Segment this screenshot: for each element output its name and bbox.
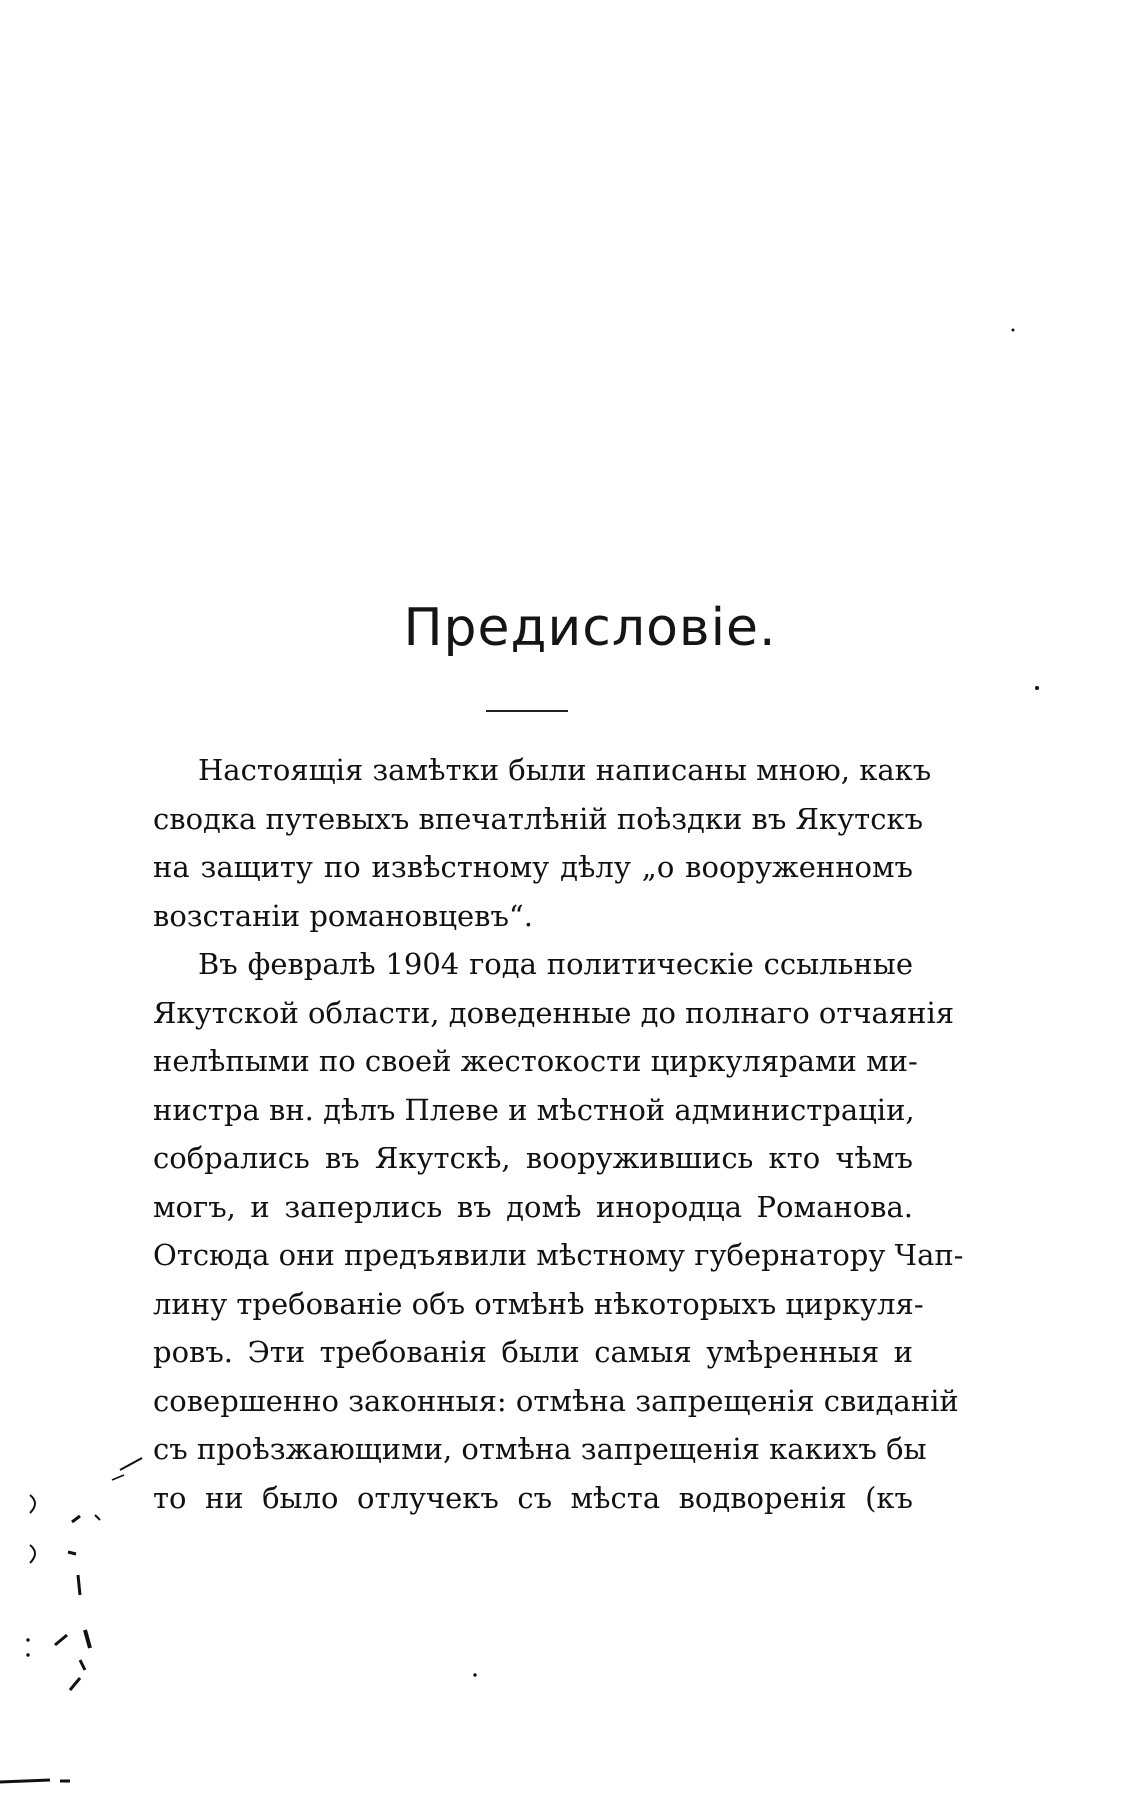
body-text bbox=[153, 746, 964, 1522]
title-divider bbox=[486, 710, 568, 712]
text-line: Въ февралѣ 1904 года политическіе ссыльные bbox=[198, 947, 913, 981]
scan-mark bbox=[95, 1515, 100, 1520]
scan-mark bbox=[30, 1495, 35, 1513]
scan-mark bbox=[85, 1630, 90, 1648]
scan-mark bbox=[68, 1552, 76, 1554]
scan-mark bbox=[1012, 329, 1014, 331]
text-line: на защиту по извѣстному дѣлу „о вооруженномъ bbox=[153, 850, 913, 884]
text-line: лину требованіе объ отмѣнѣ нѣкоторыхъ циркуля- bbox=[153, 1286, 924, 1321]
text-line: собрались въ Якутскѣ, вооружившись кто чѣмъ bbox=[153, 1141, 913, 1175]
paragraph-1 bbox=[153, 746, 932, 940]
scan-mark bbox=[27, 1639, 29, 1641]
scan-mark bbox=[120, 1458, 142, 1470]
scan-mark bbox=[1036, 687, 1039, 690]
text-line: Отсюда они предъявили мѣстному губернатору Чап- bbox=[153, 1238, 964, 1272]
scan-mark bbox=[474, 1674, 476, 1676]
text-line: нелѣпыми по своей жестокости циркулярами ми- bbox=[153, 1044, 918, 1078]
paragraph-2 bbox=[153, 940, 964, 1522]
text-line: съ проѣзжающими, отмѣна запрещенія какихъ бы bbox=[153, 1432, 927, 1466]
scan-mark bbox=[30, 1545, 35, 1563]
scan-mark bbox=[80, 1660, 85, 1670]
text-line: Настоящія замѣтки были написаны мною, какъ bbox=[198, 753, 932, 787]
text-line: могъ, и заперлись въ домѣ инородца Романова. bbox=[153, 1189, 913, 1224]
text-line: сводка путевыхъ впечатлѣній поѣздки въ Якутскъ bbox=[153, 801, 924, 836]
text-line: Якутской области, доведенные до полнаго отчаянія bbox=[153, 995, 955, 1030]
scan-mark bbox=[55, 1635, 67, 1645]
scan-mark bbox=[112, 1475, 124, 1480]
text-line: то ни было отлучекъ съ мѣста водворенія (къ bbox=[153, 1480, 913, 1515]
scan-mark bbox=[78, 1575, 80, 1595]
text-line: совершенно законныя: отмѣна запрещенія свиданій bbox=[153, 1383, 959, 1418]
scan-mark bbox=[72, 1516, 80, 1522]
text-line: нистра вн. дѣлъ Плеве и мѣстной администраціи, bbox=[153, 1092, 915, 1127]
scan-mark bbox=[27, 1654, 29, 1656]
text-line: ровъ. Эти требованія были самыя умѣренныя и bbox=[153, 1335, 913, 1369]
scan-mark bbox=[70, 1678, 80, 1690]
text-line: возстаніи романовцевъ“. bbox=[153, 898, 533, 933]
page-title: Предисловіе. bbox=[403, 598, 777, 658]
scan-mark bbox=[0, 1780, 50, 1782]
